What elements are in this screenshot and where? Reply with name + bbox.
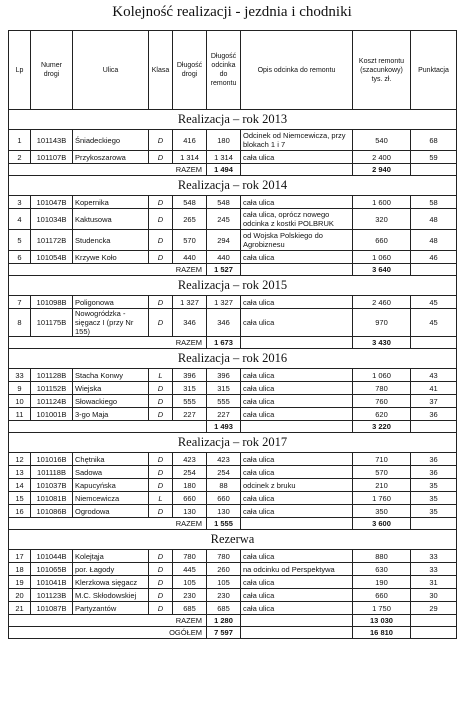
subtotal-row bbox=[9, 518, 457, 530]
grand-total-spacer bbox=[241, 627, 353, 639]
cell-lp: 10 bbox=[9, 395, 31, 408]
table-row bbox=[9, 382, 457, 395]
cell-section-length: 245 bbox=[207, 209, 241, 230]
cell-road-length: 1 327 bbox=[173, 296, 207, 309]
cell-section-length: 423 bbox=[207, 453, 241, 466]
cell-road-length: 685 bbox=[173, 602, 207, 615]
cell-section-length: 260 bbox=[207, 563, 241, 576]
cell-street: Kaktusowa bbox=[73, 209, 149, 230]
section-title: Rezerwa bbox=[9, 530, 457, 550]
subtotal-label: RAZEM bbox=[9, 337, 207, 349]
cell-section-length: 130 bbox=[207, 505, 241, 518]
cell-street: Śniadeckiego bbox=[73, 130, 149, 151]
cell-road-length: 254 bbox=[173, 466, 207, 479]
header-street: Ulica bbox=[73, 31, 149, 110]
subtotal-cost: 13 030 bbox=[353, 615, 411, 627]
subtotal-score bbox=[411, 518, 457, 530]
cell-cost: 540 bbox=[353, 130, 411, 151]
cell-description: cała ulica bbox=[241, 151, 353, 164]
subtotal-section-length: 1 673 bbox=[207, 337, 241, 349]
cell-road-length: 227 bbox=[173, 408, 207, 421]
cell-cost: 630 bbox=[353, 563, 411, 576]
table-row bbox=[9, 196, 457, 209]
cell-section-length: 396 bbox=[207, 369, 241, 382]
subtotal-section-length: 1 527 bbox=[207, 264, 241, 276]
cell-road-length: 660 bbox=[173, 492, 207, 505]
cell-road-number: 101034B bbox=[31, 209, 73, 230]
cell-class: D bbox=[149, 382, 173, 395]
cell-section-length: 88 bbox=[207, 479, 241, 492]
cell-score: 58 bbox=[411, 196, 457, 209]
cell-cost: 780 bbox=[353, 382, 411, 395]
subtotal-label: RAZEM bbox=[9, 615, 207, 627]
cell-class: D bbox=[149, 296, 173, 309]
cell-class: D bbox=[149, 151, 173, 164]
cell-section-length: 346 bbox=[207, 309, 241, 337]
cell-score: 30 bbox=[411, 589, 457, 602]
table-row bbox=[9, 296, 457, 309]
cell-lp: 5 bbox=[9, 230, 31, 251]
cell-street: Partyzantów bbox=[73, 602, 149, 615]
cell-street: Klerzkowa sięgacz bbox=[73, 576, 149, 589]
cell-road-number: 101107B bbox=[31, 151, 73, 164]
cell-score: 68 bbox=[411, 130, 457, 151]
cell-cost: 1 750 bbox=[353, 602, 411, 615]
cell-description: cała ulica bbox=[241, 466, 353, 479]
subtotal-spacer bbox=[241, 164, 353, 176]
cell-description: cała ulica bbox=[241, 602, 353, 615]
section-title: Realizacja – rok 2013 bbox=[9, 110, 457, 130]
cell-road-length: 423 bbox=[173, 453, 207, 466]
header-description: Opis odcinka do remontu bbox=[241, 31, 353, 110]
cell-street: Nowogródzka - sięgacz I (przy Nr 155) bbox=[73, 309, 149, 337]
cell-lp: 6 bbox=[9, 251, 31, 264]
cell-cost: 1 760 bbox=[353, 492, 411, 505]
cell-lp: 1 bbox=[9, 130, 31, 151]
subtotal-row bbox=[9, 615, 457, 627]
cell-score: 41 bbox=[411, 382, 457, 395]
cell-score: 48 bbox=[411, 209, 457, 230]
subtotal-label: RAZEM bbox=[9, 164, 207, 176]
header-lp: Lp bbox=[9, 31, 31, 110]
cell-score: 45 bbox=[411, 296, 457, 309]
table-row bbox=[9, 479, 457, 492]
cell-description: cała ulica bbox=[241, 251, 353, 264]
realization-table bbox=[8, 30, 457, 639]
cell-description: cała ulica bbox=[241, 505, 353, 518]
subtotal-score bbox=[411, 421, 457, 433]
cell-description: Odcinek od Niemcewicza, przy blokach 1 i 7 bbox=[241, 130, 353, 151]
cell-cost: 1 060 bbox=[353, 369, 411, 382]
table-row bbox=[9, 602, 457, 615]
subtotal-spacer bbox=[241, 337, 353, 349]
header-cost: Koszt remontu (szacunkowy) tys. zł. bbox=[353, 31, 411, 110]
cell-cost: 320 bbox=[353, 209, 411, 230]
table-row bbox=[9, 589, 457, 602]
cell-cost: 1 060 bbox=[353, 251, 411, 264]
subtotal-score bbox=[411, 164, 457, 176]
cell-road-number: 101172B bbox=[31, 230, 73, 251]
cell-street: Poligonowa bbox=[73, 296, 149, 309]
cell-cost: 570 bbox=[353, 466, 411, 479]
cell-lp: 3 bbox=[9, 196, 31, 209]
cell-road-number: 101152B bbox=[31, 382, 73, 395]
cell-cost: 190 bbox=[353, 576, 411, 589]
grand-total-score bbox=[411, 627, 457, 639]
cell-lp: 12 bbox=[9, 453, 31, 466]
cell-class: D bbox=[149, 130, 173, 151]
grand-total-cost: 16 810 bbox=[353, 627, 411, 639]
cell-lp: 14 bbox=[9, 479, 31, 492]
cell-description: odcinek z bruku bbox=[241, 479, 353, 492]
cell-cost: 350 bbox=[353, 505, 411, 518]
grand-total-section-length: 7 597 bbox=[207, 627, 241, 639]
cell-road-number: 101047B bbox=[31, 196, 73, 209]
cell-road-length: 548 bbox=[173, 196, 207, 209]
cell-cost: 1 600 bbox=[353, 196, 411, 209]
cell-cost: 710 bbox=[353, 453, 411, 466]
table-row bbox=[9, 130, 457, 151]
table-row bbox=[9, 576, 457, 589]
subtotal-row bbox=[9, 264, 457, 276]
cell-road-number: 101087B bbox=[31, 602, 73, 615]
cell-section-length: 230 bbox=[207, 589, 241, 602]
cell-road-number: 101123B bbox=[31, 589, 73, 602]
section-header-row bbox=[9, 349, 457, 369]
cell-road-number: 101124B bbox=[31, 395, 73, 408]
header-class: Klasa bbox=[149, 31, 173, 110]
cell-cost: 620 bbox=[353, 408, 411, 421]
cell-cost: 880 bbox=[353, 550, 411, 563]
subtotal-row bbox=[9, 421, 457, 433]
document-title: Kolejność realizacji - jezdnia i chodniki bbox=[112, 4, 352, 20]
subtotal-spacer bbox=[241, 615, 353, 627]
cell-description: cała ulica bbox=[241, 408, 353, 421]
cell-section-length: 105 bbox=[207, 576, 241, 589]
subtotal-cost: 3 430 bbox=[353, 337, 411, 349]
cell-score: 36 bbox=[411, 466, 457, 479]
cell-street: por. Łagody bbox=[73, 563, 149, 576]
cell-score: 35 bbox=[411, 479, 457, 492]
cell-lp: 7 bbox=[9, 296, 31, 309]
subtotal-label: RAZEM bbox=[9, 264, 207, 276]
header-section-length: Długość odcinka do remontu bbox=[207, 31, 241, 110]
cell-road-number: 101016B bbox=[31, 453, 73, 466]
cell-section-length: 440 bbox=[207, 251, 241, 264]
cell-class: L bbox=[149, 369, 173, 382]
cell-road-number: 101175B bbox=[31, 309, 73, 337]
cell-section-length: 294 bbox=[207, 230, 241, 251]
subtotal-row bbox=[9, 337, 457, 349]
cell-section-length: 555 bbox=[207, 395, 241, 408]
cell-street: Krzywe Koło bbox=[73, 251, 149, 264]
cell-cost: 970 bbox=[353, 309, 411, 337]
cell-score: 45 bbox=[411, 309, 457, 337]
cell-street: M.C. Skłodowskiej bbox=[73, 589, 149, 602]
table-row bbox=[9, 563, 457, 576]
cell-road-number: 101143B bbox=[31, 130, 73, 151]
table-row bbox=[9, 251, 457, 264]
cell-class: D bbox=[149, 589, 173, 602]
subtotal-row bbox=[9, 164, 457, 176]
subtotal-cost: 3 640 bbox=[353, 264, 411, 276]
cell-lp: 4 bbox=[9, 209, 31, 230]
cell-score: 36 bbox=[411, 453, 457, 466]
cell-road-number: 101081B bbox=[31, 492, 73, 505]
cell-score: 59 bbox=[411, 151, 457, 164]
cell-score: 36 bbox=[411, 408, 457, 421]
cell-section-length: 685 bbox=[207, 602, 241, 615]
cell-road-number: 101118B bbox=[31, 466, 73, 479]
cell-road-length: 265 bbox=[173, 209, 207, 230]
section-title: Realizacja – rok 2017 bbox=[9, 433, 457, 453]
cell-road-length: 570 bbox=[173, 230, 207, 251]
table-row bbox=[9, 492, 457, 505]
subtotal-spacer bbox=[241, 264, 353, 276]
cell-street: Studencka bbox=[73, 230, 149, 251]
cell-lp: 17 bbox=[9, 550, 31, 563]
grand-total-row bbox=[9, 627, 457, 639]
cell-score: 37 bbox=[411, 395, 457, 408]
section-header-row bbox=[9, 176, 457, 196]
cell-description: cała ulica bbox=[241, 296, 353, 309]
cell-description: cała ulica bbox=[241, 395, 353, 408]
cell-lp: 21 bbox=[9, 602, 31, 615]
cell-lp: 2 bbox=[9, 151, 31, 164]
cell-road-length: 555 bbox=[173, 395, 207, 408]
table-row bbox=[9, 369, 457, 382]
cell-description: cała ulica bbox=[241, 492, 353, 505]
subtotal-section-length: 1 494 bbox=[207, 164, 241, 176]
cell-cost: 760 bbox=[353, 395, 411, 408]
cell-road-number: 101001B bbox=[31, 408, 73, 421]
cell-street: Wiejska bbox=[73, 382, 149, 395]
cell-description: cała ulica bbox=[241, 369, 353, 382]
cell-road-number: 101044B bbox=[31, 550, 73, 563]
cell-score: 35 bbox=[411, 505, 457, 518]
cell-road-number: 101128B bbox=[31, 369, 73, 382]
cell-score: 33 bbox=[411, 550, 457, 563]
cell-road-number: 101054B bbox=[31, 251, 73, 264]
subtotal-section-length: 1 280 bbox=[207, 615, 241, 627]
cell-class: D bbox=[149, 563, 173, 576]
cell-lp: 8 bbox=[9, 309, 31, 337]
cell-class: D bbox=[149, 505, 173, 518]
cell-street: Chętnika bbox=[73, 453, 149, 466]
table-row bbox=[9, 309, 457, 337]
cell-section-length: 180 bbox=[207, 130, 241, 151]
cell-class: D bbox=[149, 408, 173, 421]
cell-class: D bbox=[149, 576, 173, 589]
cell-class: D bbox=[149, 453, 173, 466]
cell-class: D bbox=[149, 466, 173, 479]
section-title: Realizacja – rok 2014 bbox=[9, 176, 457, 196]
cell-score: 35 bbox=[411, 492, 457, 505]
table-row bbox=[9, 505, 457, 518]
subtotal-score bbox=[411, 615, 457, 627]
cell-lp: 33 bbox=[9, 369, 31, 382]
cell-lp: 11 bbox=[9, 408, 31, 421]
cell-description: od Wojska Polskiego do Agrobiznesu bbox=[241, 230, 353, 251]
cell-road-length: 1 314 bbox=[173, 151, 207, 164]
cell-class: D bbox=[149, 251, 173, 264]
table-header-row bbox=[9, 31, 457, 110]
cell-score: 33 bbox=[411, 563, 457, 576]
cell-road-number: 101086B bbox=[31, 505, 73, 518]
table-row bbox=[9, 230, 457, 251]
cell-section-length: 254 bbox=[207, 466, 241, 479]
cell-lp: 16 bbox=[9, 505, 31, 518]
subtotal-score bbox=[411, 264, 457, 276]
cell-street: Stacha Konwy bbox=[73, 369, 149, 382]
cell-road-number: 101037B bbox=[31, 479, 73, 492]
cell-description: cała ulica bbox=[241, 196, 353, 209]
cell-road-number: 101098B bbox=[31, 296, 73, 309]
section-header-row bbox=[9, 530, 457, 550]
subtotal-score bbox=[411, 337, 457, 349]
cell-score: 43 bbox=[411, 369, 457, 382]
cell-cost: 660 bbox=[353, 230, 411, 251]
cell-class: D bbox=[149, 602, 173, 615]
cell-class: D bbox=[149, 196, 173, 209]
subtotal-cost: 2 940 bbox=[353, 164, 411, 176]
section-header-row bbox=[9, 276, 457, 296]
cell-class: D bbox=[149, 550, 173, 563]
cell-section-length: 780 bbox=[207, 550, 241, 563]
cell-score: 31 bbox=[411, 576, 457, 589]
cell-lp: 19 bbox=[9, 576, 31, 589]
header-score: Punktacja bbox=[411, 31, 457, 110]
cell-lp: 15 bbox=[9, 492, 31, 505]
cell-road-length: 416 bbox=[173, 130, 207, 151]
cell-road-length: 445 bbox=[173, 563, 207, 576]
header-road-length: Długość drogi bbox=[173, 31, 207, 110]
cell-street: 3-go Maja bbox=[73, 408, 149, 421]
cell-road-number: 101065B bbox=[31, 563, 73, 576]
cell-description: cała ulica bbox=[241, 309, 353, 337]
cell-lp: 13 bbox=[9, 466, 31, 479]
cell-cost: 2 460 bbox=[353, 296, 411, 309]
cell-score: 46 bbox=[411, 251, 457, 264]
cell-class: D bbox=[149, 230, 173, 251]
cell-class: D bbox=[149, 395, 173, 408]
cell-street: Ogrodowa bbox=[73, 505, 149, 518]
cell-section-length: 227 bbox=[207, 408, 241, 421]
cell-cost: 2 400 bbox=[353, 151, 411, 164]
cell-section-length: 315 bbox=[207, 382, 241, 395]
table-row bbox=[9, 408, 457, 421]
cell-street: Kolejtąja bbox=[73, 550, 149, 563]
cell-lp: 18 bbox=[9, 563, 31, 576]
cell-road-length: 396 bbox=[173, 369, 207, 382]
subtotal-spacer bbox=[241, 518, 353, 530]
cell-description: cała ulica bbox=[241, 382, 353, 395]
grand-total-label: OGÓŁEM bbox=[9, 627, 207, 639]
cell-description: na odcinku od Perspektywa bbox=[241, 563, 353, 576]
cell-cost: 210 bbox=[353, 479, 411, 492]
section-header-row bbox=[9, 433, 457, 453]
cell-road-length: 440 bbox=[173, 251, 207, 264]
table-row bbox=[9, 151, 457, 164]
cell-road-length: 315 bbox=[173, 382, 207, 395]
subtotal-cost: 3 600 bbox=[353, 518, 411, 530]
section-header-row bbox=[9, 110, 457, 130]
table-row bbox=[9, 453, 457, 466]
cell-section-length: 548 bbox=[207, 196, 241, 209]
table-row bbox=[9, 466, 457, 479]
cell-score: 29 bbox=[411, 602, 457, 615]
cell-road-length: 105 bbox=[173, 576, 207, 589]
cell-description: cała ulica bbox=[241, 453, 353, 466]
cell-street: Kopernika bbox=[73, 196, 149, 209]
table-row bbox=[9, 550, 457, 563]
cell-cost: 660 bbox=[353, 589, 411, 602]
cell-class: D bbox=[149, 209, 173, 230]
cell-road-length: 230 bbox=[173, 589, 207, 602]
cell-description: cała ulica bbox=[241, 550, 353, 563]
subtotal-label: RAZEM bbox=[9, 518, 207, 530]
cell-description: cała ulica bbox=[241, 576, 353, 589]
section-title: Realizacja – rok 2015 bbox=[9, 276, 457, 296]
cell-lp: 9 bbox=[9, 382, 31, 395]
cell-street: Niemcewicza bbox=[73, 492, 149, 505]
cell-description: cała ulica, oprócz nowego odcinka z kostki POLBRUK bbox=[241, 209, 353, 230]
cell-road-length: 780 bbox=[173, 550, 207, 563]
cell-road-length: 130 bbox=[173, 505, 207, 518]
cell-street: Sadowa bbox=[73, 466, 149, 479]
subtotal-cost: 3 220 bbox=[353, 421, 411, 433]
cell-street: Przykoszarowa bbox=[73, 151, 149, 164]
cell-street: Kapucyńska bbox=[73, 479, 149, 492]
table-row bbox=[9, 209, 457, 230]
subtotal-label bbox=[9, 421, 207, 433]
subtotal-spacer bbox=[241, 421, 353, 433]
cell-description: cała ulica bbox=[241, 589, 353, 602]
cell-class: D bbox=[149, 479, 173, 492]
cell-score: 48 bbox=[411, 230, 457, 251]
cell-section-length: 1 327 bbox=[207, 296, 241, 309]
section-title: Realizacja – rok 2016 bbox=[9, 349, 457, 369]
subtotal-section-length: 1 493 bbox=[207, 421, 241, 433]
cell-street: Słowackiego bbox=[73, 395, 149, 408]
cell-class: L bbox=[149, 492, 173, 505]
header-road-number: Numer drogi bbox=[31, 31, 73, 110]
table-body bbox=[9, 110, 457, 639]
subtotal-section-length: 1 555 bbox=[207, 518, 241, 530]
cell-section-length: 660 bbox=[207, 492, 241, 505]
cell-road-length: 346 bbox=[173, 309, 207, 337]
cell-road-number: 101041B bbox=[31, 576, 73, 589]
table-row bbox=[9, 395, 457, 408]
cell-road-length: 180 bbox=[173, 479, 207, 492]
cell-class: D bbox=[149, 309, 173, 337]
cell-lp: 20 bbox=[9, 589, 31, 602]
cell-section-length: 1 314 bbox=[207, 151, 241, 164]
